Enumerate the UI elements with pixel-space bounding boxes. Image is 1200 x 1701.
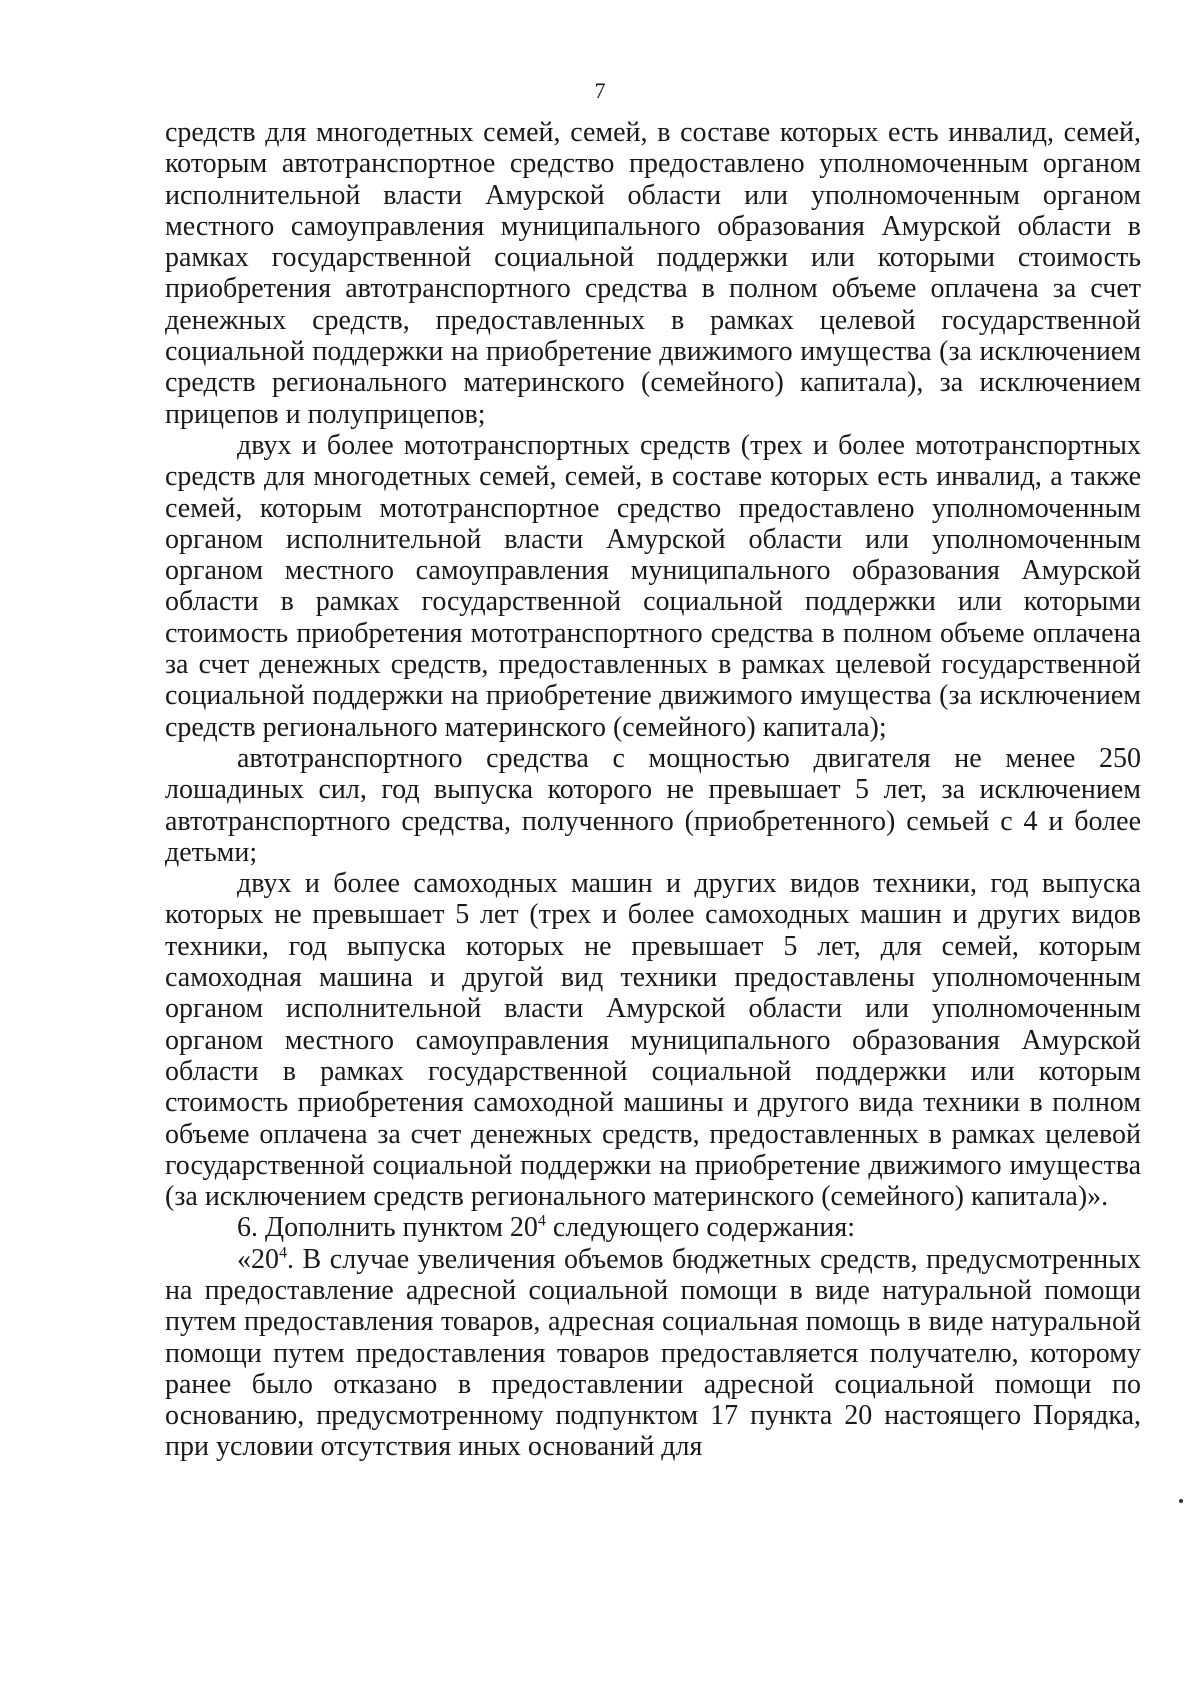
scan-speck	[1179, 1499, 1183, 1503]
paragraph-self-propelled-machines: двух и более самоходных машин и других видов техники, год выпуска которых не превышает 5 лет (трех и более самоходных машин и других видов техники, год выпуска которых не превышает 5 лет, для семей, которым самоходная машина и другой вид техники предоставлены уполномоченным органом исполнительной власти Амурской области или уполномоченным органом местного самоуправления муниципального образования Амурской области в рамках государственной социальной поддержки или которым стоимость приобретения самоходной машины и другого вида техники в полном объеме оплачена за счет денежных средств, предоставленных в рамках целевой государственной социальной поддержки на приобретение движимого имущества (за исключением средств регионального материнского (семейного) капитала)».	[165, 868, 1141, 1213]
paragraph-high-power-vehicle: автотранспортного средства с мощностью двигателя не менее 250 лошадиных сил, год выпуска которого не превышает 5 лет, за исключением автотранспортного средства, полученного (приобретенного) семьей с 4 и более детьми;	[165, 742, 1141, 868]
paragraph-amendment-6	[165, 1212, 1141, 1243]
paragraph-clause-20-4	[165, 1244, 1141, 1463]
clause-20-4-text: . В случае увеличения объемов бюджетных средств, предусмотренных на предоставление адресной социальной помощи в виде натуральной помощи путем предоставления товаров, адресная социальная помощь в виде натуральной помощи путем предоставления товаров предоставляется получателю, которому ранее было отказано в предоставлении адресной социальной помощи по основанию, предусмотренному подпунктом 17 пункта 20 настоящего Порядка, при условии отсутствия иных оснований для	[165, 1243, 1141, 1463]
amendment-6-text: 6. Дополнить пунктом 20	[237, 1212, 538, 1244]
document-body	[165, 117, 1141, 1463]
clause-20-4-superscript: 4	[279, 1244, 287, 1262]
paragraph-continuation: средств для многодетных семей, семей, в составе которых есть инвалид, семей, которым автотранспортное средство предоставлено уполномоченным органом исполнительной власти Амурской области или уполномоченным органом местного самоуправления муниципального образования Амурской области в рамках государственной социальной поддержки или которыми стоимость приобретения автотранспортного средства в полном объеме оплачена за счет денежных средств, предоставленных в рамках целевой государственной социальной поддержки на приобретение движимого имущества (за исключением средств регионального материнского (семейного) капитала), за исключением прицепов и полуприцепов;	[165, 117, 1141, 430]
amendment-6-text-end: следующего содержания:	[545, 1212, 856, 1244]
paragraph-motor-vehicles: двух и более мототранспортных средств (трех и более мототранспортных средств для многодетных семей, семей, в составе которых есть инвалид, а также семей, которым мототранспортное средство предоставлено уполномоченным органом исполнительной власти Амурской области или уполномоченным органом местного самоуправления муниципального образования Амурской области в рамках государственной социальной поддержки или которыми стоимость приобретения мототранспортного средства в полном объеме оплачена за счет денежных средств, предоставленных в рамках целевой государственной социальной поддержки на приобретение движимого имущества (за исключением средств регионального материнского (семейного) капитала);	[165, 429, 1141, 743]
page-number: 7	[594, 78, 606, 103]
amendment-6-superscript: 4	[537, 1213, 546, 1231]
clause-20-4-number: «20	[237, 1243, 279, 1275]
